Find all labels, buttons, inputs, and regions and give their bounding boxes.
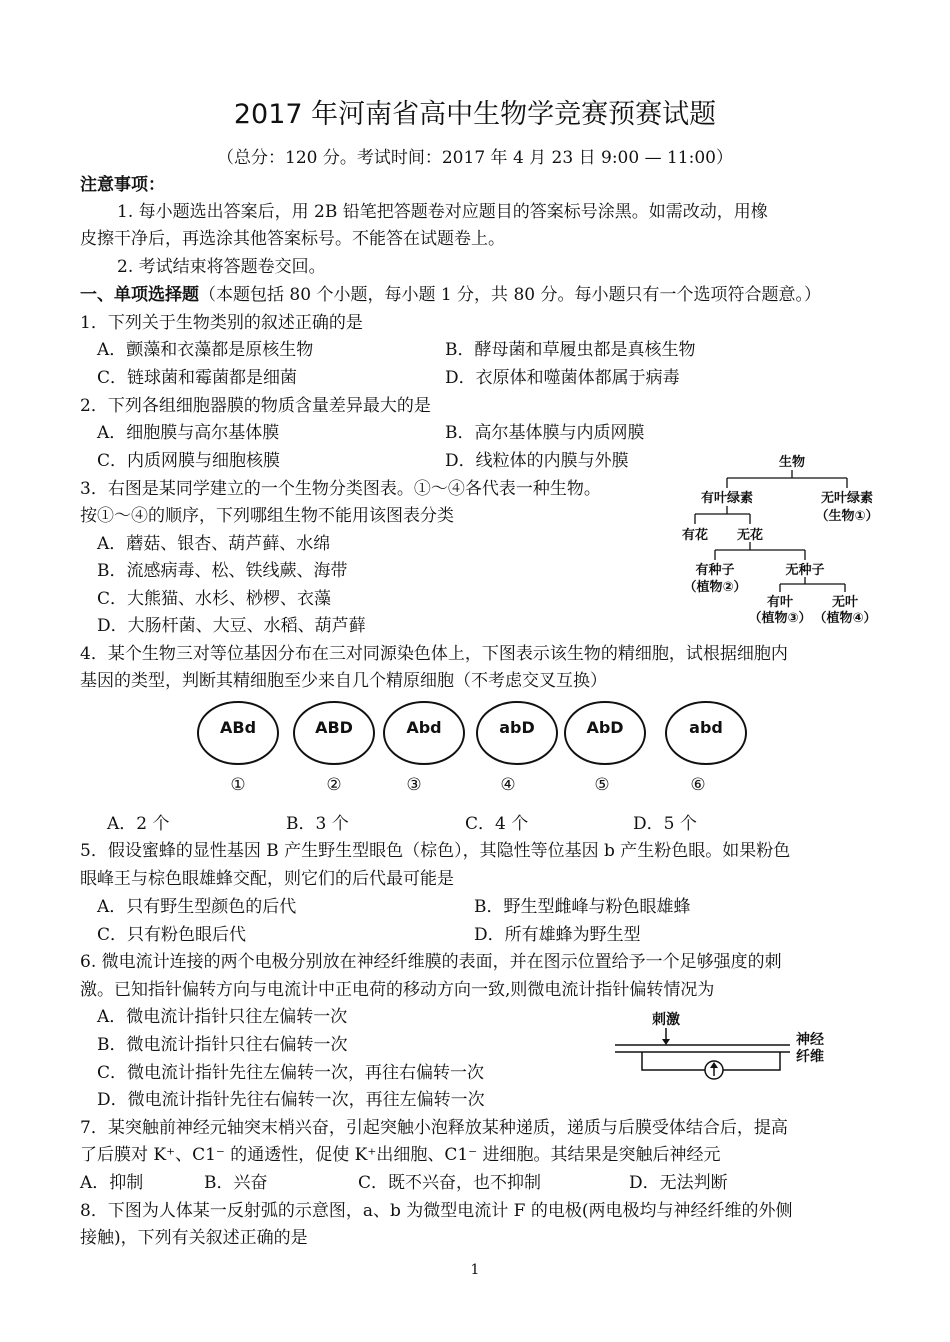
q7-option-d: D．无法判断 [629,1173,728,1193]
page-number: 1 [470,1262,480,1278]
q8-stem-line-1: 8．下图为人体某一反射弧的示意图，a、b 为微型电流计 F 的电极(两电极均与神经纤维的外侧 [80,1201,793,1221]
q4-option-a: A．2 个 [107,814,170,834]
q1-option-a: A．颤藻和衣藻都是原核生物 [97,340,314,360]
fig-fiber-label-1: 神经 [796,1032,824,1048]
q3-option-c: C．大熊猫、水杉、桫椤、衣藻 [97,589,332,609]
q3-stem-line-1: 3．右图是某同学建立的一个生物分类图表。①～④各代表一种生物。 [80,479,601,499]
q6-option-a: A．微电流计指针只往左偏转一次 [97,1007,348,1027]
q2-option-b: B．高尔基体膜与内质网膜 [445,423,645,443]
section-1-desc: （本题包括 80 个小题，每小题 1 分，共 80 分。每小题只有一个选项符合题意。） [199,285,822,305]
q6-option-b: B．微电流计指针只往右偏转一次 [97,1035,348,1055]
q4-option-c: C．4 个 [465,814,529,834]
q1-option-d: D．衣原体和噬菌体都属于病毒 [445,368,680,388]
q1-option-b: B．酵母菌和草履虫都是真核生物 [445,340,696,360]
q5-stem-line-2: 眼峰王与棕色眼雄蜂交配，则它们的后代最可能是 [80,869,454,889]
cell-5-genes: AbD [586,718,624,737]
classification-tree-diagram [665,450,895,630]
q8-stem-line-2: 接触)，下列有关叙述正确的是 [80,1228,308,1248]
cell-6-genes: abd [689,718,723,737]
q5-stem-line-1: 5．假设蜜蜂的显性基因 B 产生野生型眼色（棕色），其隐性等位基因 b 产生粉色眼。如果粉色 [80,841,791,861]
tree-seed-2: （植物②） [683,580,747,595]
q4-stem-line-1: 4．某个生物三对等位基因分布在三对同源染色体上，下图表示该生物的精细胞，试根据细胞内 [80,644,788,664]
q4-stem-line-2: 基因的类型，判断其精细胞至少来自几个精原细胞（不考虑交叉互换） [80,671,607,691]
cell-5-number: ⑤ [594,775,610,795]
notice-item-2: 2. 考试结束将答题卷交回。 [117,257,326,277]
q4-option-d: D．5 个 [633,814,697,834]
tree-leaf-1: 有叶 [766,595,794,610]
section-1-header [80,284,821,306]
notice-item-1-line-2: 皮擦干净后，再选涂其他答案标号。不能答在试题卷上。 [80,229,505,249]
cell-1-number: ① [230,775,246,795]
cell-3-number: ③ [406,775,422,795]
q6-option-d: D．微电流计指针先往右偏转一次，再往左偏转一次 [97,1090,485,1110]
q6-option-c: C．微电流计指针先往左偏转一次，再往右偏转一次 [97,1063,485,1083]
fig-stimulus-label: 刺激 [652,1012,680,1028]
tree-noleaf-2: （植物④） [813,611,877,626]
sperm-cells-diagram [190,700,760,805]
q5-option-d: D．所有雄蜂为野生型 [474,925,641,945]
q2-stem: 2．下列各组细胞器膜的物质含量差异最大的是 [80,396,431,416]
subtitle: （总分：120 分。考试时间：2017 年 4 月 23 日 9:00 — 11:00） [217,148,733,168]
tree-noleafy-1: 无叶绿素 [820,491,874,506]
section-1-heading: 一、单项选择题 [80,285,199,305]
fig-fiber-label-2: 纤维 [796,1049,824,1065]
cell-3-genes: Abd [406,718,442,737]
q1-stem: 1．下列关于生物类别的叙述正确的是 [80,313,363,333]
q1-option-c: C．链球菌和霉菌都是细菌 [97,368,298,388]
stimulus-arrow-icon [662,1039,670,1045]
q6-stem-line-2: 激。已知指针偏转方向与电流计中正电荷的移动方向一致,则微电流计指针偏转情况为 [80,980,715,1000]
tree-noleaf-1: 无叶 [831,595,859,610]
tree-noflower: 无花 [736,528,764,543]
q7-option-c: C．既不兴奋，也不抑制 [358,1173,542,1193]
nerve-fiber-diagram [610,1006,855,1086]
q3-stem-line-2: 按①～④的顺序，下列哪组生物不能用该图表分类 [80,506,454,526]
q3-option-d: D．大肠杆菌、大豆、水稻、葫芦藓 [97,616,366,636]
tree-seed-1: 有种子 [695,563,735,578]
q5-option-c: C．只有粉色眼后代 [97,925,247,945]
q7-stem-line-2: 了后膜对 K⁺、C1⁻ 的通透性，促使 K⁺出细胞、C1⁻ 进细胞。其结果是突触后神经元 [80,1145,721,1165]
q3-option-b: B．流感病毒、松、铁线蕨、海带 [97,561,348,581]
tree-flower: 有花 [681,528,709,543]
notice-item-1-line-1: 1. 每小题选出答案后，用 2B 铅笔把答题卷对应题目的答案标号涂黑。如需改动，用橡 [117,202,768,222]
tree-leafy: 有叶绿素 [700,491,754,506]
tree-noseed: 无种子 [785,563,825,578]
q2-option-d: D．线粒体的内膜与外膜 [445,451,629,471]
q5-option-a: A．只有野生型颜色的后代 [97,897,297,917]
cell-1-genes: ABd [219,718,257,737]
notice-heading: 注意事项： [80,175,165,195]
page-title: 2017 年河南省高中生物学竞赛预赛试题 [233,99,717,130]
q6-stem-line-1: 6. 微电流计连接的两个电极分别放在神经纤维膜的表面，并在图示位置给予一个足够强度的刺 [80,952,782,972]
cell-2-number: ② [326,775,342,795]
q2-option-c: C．内质网膜与细胞核膜 [97,451,281,471]
tree-noleafy-2: （生物①） [815,509,879,524]
q7-stem-line-1: 7．某突触前神经元轴突末梢兴奋，引起突触小泡释放某种递质，递质与后膜受体结合后，提高 [80,1118,788,1138]
q4-option-b: B．3 个 [286,814,349,834]
q2-option-a: A．细胞膜与高尔基体膜 [97,423,280,443]
cell-6-number: ⑥ [690,775,706,795]
cell-4-number: ④ [500,775,516,795]
q5-option-b: B．野生型雌峰与粉色眼雄蜂 [474,897,691,917]
q3-option-a: A．蘑菇、银杏、葫芦藓、水绵 [97,534,331,554]
tree-leaf-2: （植物③） [748,611,812,626]
cell-2-genes: ABD [315,718,353,737]
cell-4-genes: abD [499,718,535,737]
q7-option-b: B．兴奋 [204,1173,268,1193]
tree-root: 生物 [778,455,806,470]
q7-option-a: A．抑制 [80,1173,144,1193]
